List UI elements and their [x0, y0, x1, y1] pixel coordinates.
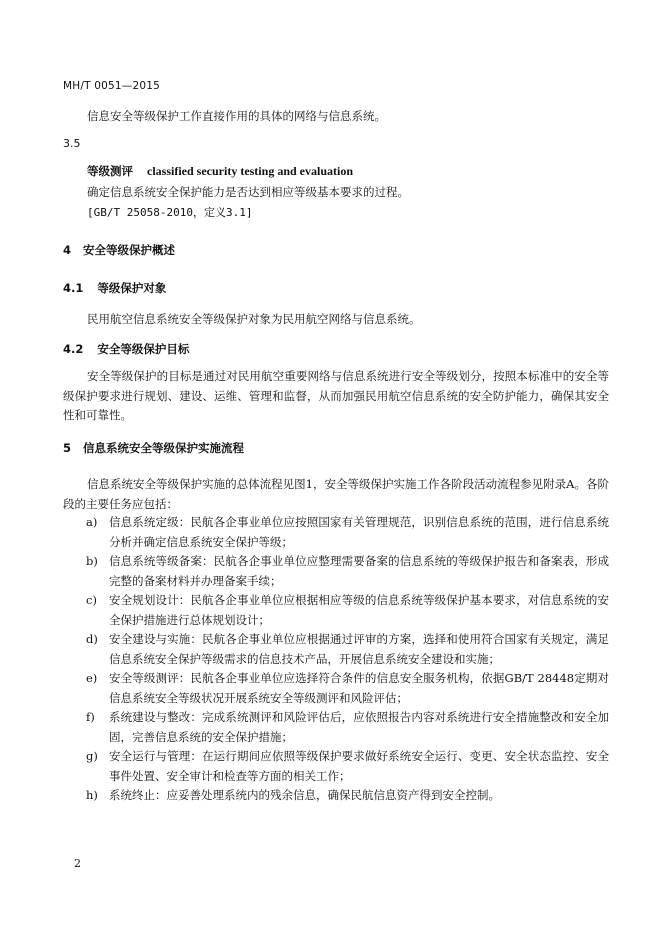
- list-marker: e): [86, 671, 98, 685]
- list-item: [63, 786, 609, 806]
- continuation-text: 信息安全等级保护工作直接作用的具体的网络与信息系统。: [87, 109, 386, 123]
- page-number: 2: [74, 857, 81, 870]
- list-item-text: 安全建设与实施：民航各企事业单位应根据通过评审的方案，选择和使用符合国家有关规定，满足信息系统安全保护等级需求的信息技术产品，开展信息系统安全建设和实施；: [109, 632, 609, 666]
- list-item-text: 信息系统等级备案：民航各企事业单位应整理需要备案的信息系统的等级保护报告和备案表，形成完整的备案材料并办理备案手续；: [109, 554, 609, 588]
- list-item: [63, 669, 609, 708]
- list-item-text: 系统建设与整改：完成系统测评和风险评估后，应依照报告内容对系统进行安全措施整改和安全加固，完善信息系统的安全保护措施；: [109, 710, 609, 744]
- list-item: [63, 708, 609, 747]
- list-item: [63, 747, 609, 786]
- section-4-heading: [63, 242, 175, 258]
- term-source: [GB/T 25058-2010，定义3.1]: [87, 206, 253, 219]
- list-item-text: 安全运行与管理：在运行期间应依照等级保护要求做好系统安全运行、变更、安全状态监控、安全事件处置、安全审计和检查等方面的相关工作；: [109, 749, 609, 783]
- section-4-1-text: 民用航空信息系统安全等级保护对象为民用航空网络与信息系统。: [87, 312, 421, 326]
- term-number: 3.5: [63, 137, 81, 150]
- list-item-text: 安全等级测评：民航各企事业单位应选择符合条件的信息安全服务机构，依据GB/T 28448定期对信息系统安全等级状况开展系统安全等级测评和风险评估；: [109, 671, 609, 705]
- list-marker: b): [86, 554, 98, 568]
- section-4-title: 安全等级保护概述: [83, 243, 176, 257]
- list-item-text: 系统终止：应妥善处理系统内的残余信息，确保民航信息资产得到安全控制。: [109, 788, 500, 802]
- standard-number-header: MH/T 0051—2015: [63, 80, 160, 92]
- list-marker: d): [86, 632, 98, 646]
- section-5-title: 信息系统安全等级保护实施流程: [83, 441, 245, 455]
- section-5-number: 5: [63, 441, 72, 455]
- term-en: classified security testing and evaluation: [147, 164, 353, 178]
- list-item-text: 安全规划设计：民航各企事业单位应根据相应等级的信息系统等级保护基本要求，对信息系统的安全保护措施进行总体规划设计；: [109, 593, 609, 627]
- section-4-2-heading: [63, 341, 189, 357]
- list-item-text: 信息系统定级：民航各企事业单位应按照国家有关管理规范，识别信息系统的范围，进行信息系统分析并确定信息系统安全保护等级；: [109, 515, 609, 549]
- term-definition: 确定信息系统安全保护能力是否达到相应等级基本要求的过程。: [87, 185, 409, 199]
- list-item: [63, 552, 609, 591]
- list-marker: g): [86, 749, 98, 763]
- term-zh: 等级测评: [87, 164, 133, 178]
- term-heading: [87, 161, 353, 181]
- section-4-number: 4: [63, 243, 72, 257]
- section-4-2-title: 安全等级保护目标: [97, 342, 190, 356]
- list-marker: a): [86, 515, 98, 529]
- section-4-1-title: 等级保护对象: [97, 281, 167, 295]
- section-5-intro: 信息系统安全等级保护实施的总体流程见图1，安全等级保护实施工作各阶段活动流程参见附录A。各阶段的主要任务应包括：: [63, 477, 609, 511]
- section-4-1-heading: [63, 280, 166, 296]
- section-4-2-text: 安全等级保护的目标是通过对民用航空重要网络与信息系统进行安全等级划分，按照本标准中的安全等级保护要求进行规划、建设、运维、管理和监督，从而加强民用航空信息系统的安全防护能力，确保其安全性和可靠性。: [63, 369, 609, 422]
- list-marker: c): [86, 593, 97, 607]
- list-item: [63, 591, 609, 630]
- section-4-2-number: 4.2: [63, 342, 84, 356]
- section-4-1-number: 4.1: [63, 281, 84, 295]
- list-item: [63, 513, 609, 552]
- task-list: [63, 513, 609, 806]
- list-item: [63, 630, 609, 669]
- section-5-heading: [63, 440, 244, 456]
- list-marker: f): [86, 710, 95, 724]
- list-marker: h): [86, 788, 98, 802]
